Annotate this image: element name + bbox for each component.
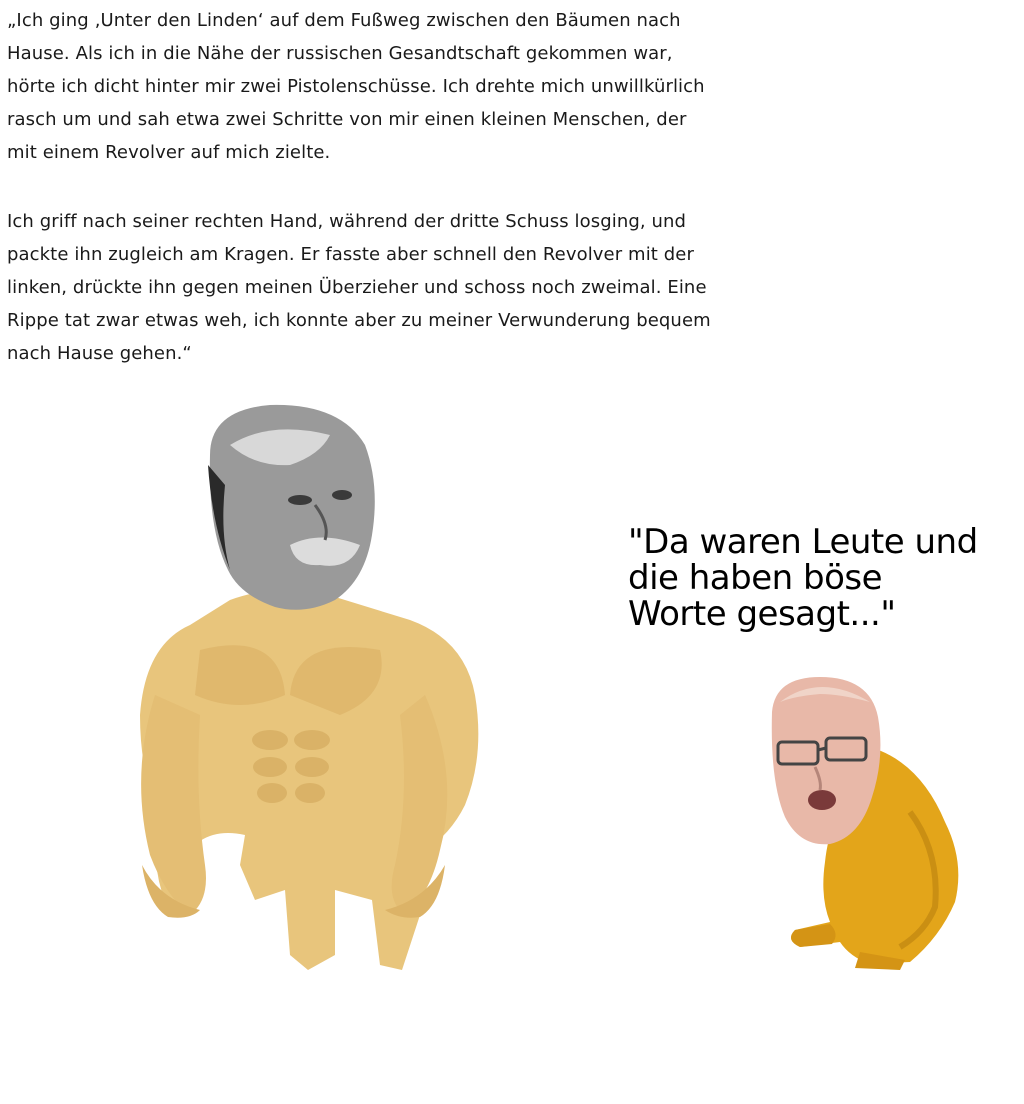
swole-doge-image xyxy=(80,395,490,980)
quote-paragraph-1: „Ich ging ‚Unter den Linden‘ auf dem Fußweg zwischen den Bäumen nach Hause. Als ich in die Nähe der russischen Gesandtschaft gekommen war, hörte ich dicht hinter mir zwei Pistolenschüsse. Ich drehte mich unwillkürlich rasch um und sah etwa zwei Schritte von mir einen kleinen Menschen, der mit einem Revolver auf mich zielte. xyxy=(7,10,705,163)
quote-block xyxy=(7,4,747,370)
quote-paragraph-2: Ich griff nach seiner rechten Hand, während der dritte Schuss losging, und packte ihn zugleich am Kragen. Er fasste aber schnell den Revolver mit der linken, drückte ihn gegen meinen Überzieher und schoss noch zweimal. Eine Rippe tat zwar etwas weh, ich konnte aber zu meiner Verwunderung bequem nach Hause gehen.“ xyxy=(7,211,711,364)
portrait-head xyxy=(208,405,375,610)
cheems-doge-image xyxy=(760,672,970,972)
speech-caption: "Da waren Leute und die haben böse Worte gesagt..." xyxy=(628,522,978,634)
swole-body xyxy=(140,590,478,970)
